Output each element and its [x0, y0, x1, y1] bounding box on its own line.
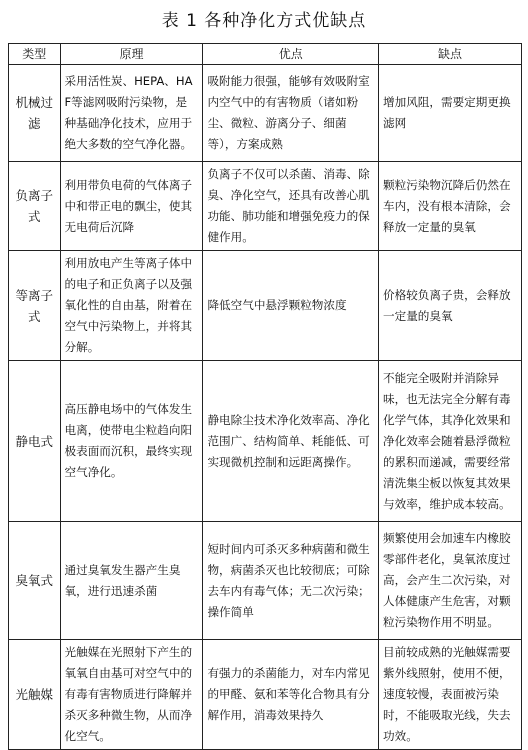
cell-disadvantages: 不能完全吸附并消除异味，也无法完全分解有毒化学气体，其净化效果和净化效率会随着悬浮微粒的累积而递减，需要经常清洗集尘板以恢复其效果与效率，维护成本较高。 — [379, 361, 522, 522]
cell-advantages: 短时间内可杀灭多种病菌和微生物，病菌杀灭也比较彻底；可除去车内有毒气体；无二次污染；操作简单 — [203, 522, 379, 640]
cell-disadvantages: 价格较负离子贵，会释放一定量的臭氧 — [379, 251, 522, 361]
cell-principle: 通过臭氧发生器产生臭氧，进行迅速杀菌 — [60, 522, 203, 640]
cell-type: 静电式 — [9, 361, 61, 522]
table-row — [9, 162, 522, 251]
cell-principle: 利用带负电荷的气体离子中和带正电的飘尘，使其无电荷后沉降 — [60, 162, 203, 251]
table-header-row — [9, 44, 522, 65]
cell-principle: 高压静电场中的气体发生电离，使带电尘粒趋向阳极表面而沉积，最终实现空气净化。 — [60, 361, 203, 522]
cell-disadvantages: 目前较成熟的光触媒需要紫外线照射，使用不便，速度较慢，表面被污染时，不能吸取光线，失去功效。 — [379, 640, 522, 750]
cell-advantages: 吸附能力很强，能够有效吸附室内空气中的有害物质（诸如粉尘、微粒、游离分子、细菌等），方案成熟 — [203, 65, 379, 162]
header-advantages: 优点 — [203, 44, 379, 65]
header-principle: 原理 — [60, 44, 203, 65]
cell-advantages: 负离子不仅可以杀菌、消毒、除臭、净化空气，还具有改善心肌功能、肺功能和增强免疫力的保健作用。 — [203, 162, 379, 251]
cell-principle: 采用活性炭、HEPA、HAF等滤网吸附污染物，是种基础净化技术，应用于绝大多数的空气净化器。 — [60, 65, 203, 162]
cell-type: 臭氧式 — [9, 522, 61, 640]
cell-type: 等离子式 — [9, 251, 61, 361]
table-row — [9, 640, 522, 750]
header-disadvantages: 缺点 — [379, 44, 522, 65]
cell-advantages: 有强力的杀菌能力，对车内常见的甲醛、氨和苯等化合物具有分解作用，消毒效果持久 — [203, 640, 379, 750]
cell-type: 机械过滤 — [9, 65, 61, 162]
cell-disadvantages: 增加风阻，需要定期更换滤网 — [379, 65, 522, 162]
cell-advantages: 静电除尘技术净化效率高、净化范围广、结构简单、耗能低、可实现微机控制和远距离操作。 — [203, 361, 379, 522]
purification-comparison-table — [8, 43, 522, 750]
cell-disadvantages: 频繁使用会加速车内橡胶零部件老化，臭氧浓度过高，会产生二次污染，对人体健康产生危害，对颗粒污染物作用不明显。 — [379, 522, 522, 640]
header-type: 类型 — [9, 44, 61, 65]
cell-type: 光触媒 — [9, 640, 61, 750]
cell-principle: 利用放电产生等离子体中的电子和正负离子以及强氧化性的自由基，附着在空气中污染物上，并将其分解。 — [60, 251, 203, 361]
table-row — [9, 65, 522, 162]
cell-disadvantages: 颗粒污染物沉降后仍然在车内，没有根本清除，会释放一定量的臭氧 — [379, 162, 522, 251]
table-caption: 表 1 各种净化方式优缺点 — [161, 11, 367, 31]
table-row — [9, 361, 522, 522]
cell-principle: 光触媒在光照射下产生的氧氧自由基可对空气中的有毒有害物质进行降解并杀灭多种微生物，从而净化空气。 — [60, 640, 203, 750]
table-row — [9, 522, 522, 640]
table-row — [9, 251, 522, 361]
cell-type: 负离子式 — [9, 162, 61, 251]
cell-advantages: 降低空气中悬浮颗粒物浓度 — [203, 251, 379, 361]
